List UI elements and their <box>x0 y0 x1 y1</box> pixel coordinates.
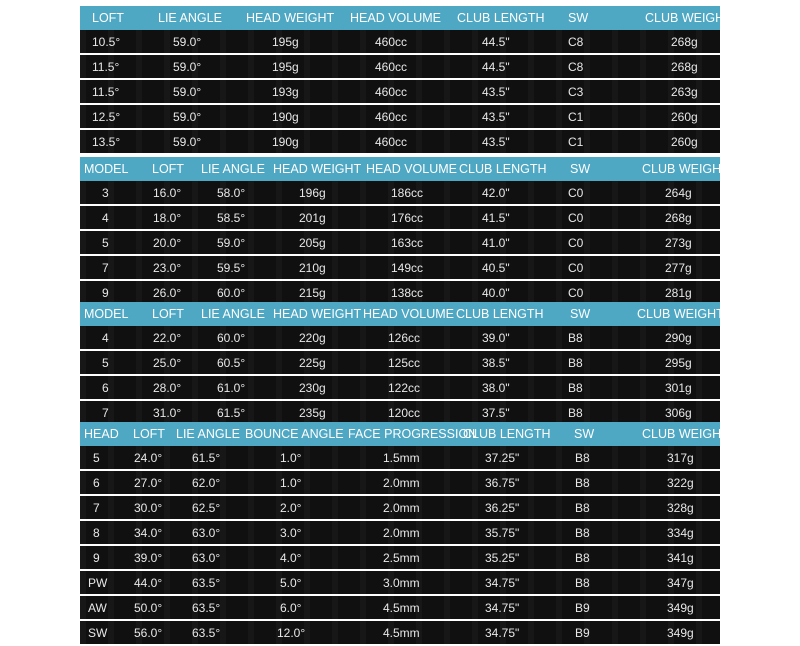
cell-head-volume: 460cc <box>375 110 408 124</box>
cell-club-weight: 349g <box>667 601 694 615</box>
cell-sw: B9 <box>575 601 590 615</box>
hybrid-spec-table <box>80 302 724 426</box>
cell-bounce-angle: 3.0° <box>280 526 302 540</box>
col-header-sw: SW <box>570 307 591 321</box>
cell-loft: 16.0° <box>153 186 182 200</box>
cell-club-length: 44.5" <box>482 35 510 49</box>
cell-club-weight: 328g <box>667 501 694 515</box>
cell-club-weight: 290g <box>665 331 692 345</box>
col-header-sw: SW <box>568 11 589 25</box>
table-row <box>80 546 720 571</box>
cell-loft: 22.0° <box>153 331 182 345</box>
cell-club-length: 39.0" <box>482 331 510 345</box>
cell-sw: B8 <box>568 406 583 420</box>
table-row <box>80 231 720 256</box>
cell-head-weight: 215g <box>299 286 326 300</box>
cell-lie-angle: 59.0° <box>173 60 202 74</box>
cell-model: 9 <box>102 286 109 300</box>
cell-loft: 34.0° <box>134 526 163 540</box>
cell-bounce-angle: 6.0° <box>280 601 302 615</box>
cell-bounce-angle: 5.0° <box>280 576 302 590</box>
cell-club-length: 42.0" <box>482 186 510 200</box>
cell-club-length: 41.5" <box>482 211 510 225</box>
cell-bounce-angle: 12.0° <box>277 626 306 640</box>
col-header-sw: SW <box>570 162 591 176</box>
cell-club-length: 41.0" <box>482 236 510 250</box>
col-header-loft: LOFT <box>133 427 165 441</box>
cell-loft: 56.0° <box>134 626 163 640</box>
cell-head-volume: 122cc <box>388 381 421 395</box>
cell-head: 7 <box>93 501 100 515</box>
cell-club-weight: 260g <box>671 135 698 149</box>
cell-head-weight: 190g <box>272 110 299 124</box>
col-header-lie-angle: LIE ANGLE <box>201 162 265 176</box>
cell-lie-angle: 59.0° <box>173 85 202 99</box>
cell-club-length: 34.75" <box>485 601 520 615</box>
col-header-head-weight: HEAD WEIGHT <box>273 162 362 176</box>
cell-sw: C1 <box>568 110 584 124</box>
cell-club-weight: 306g <box>665 406 692 420</box>
cell-head: SW <box>88 626 108 640</box>
col-header-model: MODEL <box>84 307 129 321</box>
cell-club-length: 37.25" <box>485 451 520 465</box>
col-header-club-weight: CLUB WEIGHT <box>637 307 724 321</box>
cell-face-progression: 2.5mm <box>383 551 420 565</box>
col-header-lie-angle: LIE ANGLE <box>158 11 222 25</box>
cell-loft: 28.0° <box>153 381 182 395</box>
cell-head-weight: 210g <box>299 261 326 275</box>
cell-lie-angle: 59.5° <box>217 261 246 275</box>
cell-head: 6 <box>93 476 100 490</box>
cell-bounce-angle: 1.0° <box>280 476 302 490</box>
cell-club-length: 38.0" <box>482 381 510 395</box>
cell-head-volume: 460cc <box>375 35 408 49</box>
col-header-face-progression: FACE PROGRESSION <box>348 427 478 441</box>
cell-model: 7 <box>102 406 109 420</box>
cell-model: 4 <box>102 211 109 225</box>
cell-lie-angle: 58.5° <box>217 211 246 225</box>
cell-face-progression: 1.5mm <box>383 451 420 465</box>
cell-club-weight: 264g <box>665 186 692 200</box>
cell-head-weight: 196g <box>299 186 326 200</box>
cell-head-weight: 230g <box>299 381 326 395</box>
cell-club-weight: 349g <box>667 626 694 640</box>
cell-lie-angle: 59.0° <box>173 135 202 149</box>
cell-club-length: 35.25" <box>485 551 520 565</box>
cell-head-volume: 126cc <box>388 331 421 345</box>
cell-loft: 11.5° <box>92 60 120 74</box>
cell-head-volume: 120cc <box>388 406 421 420</box>
cell-sw: C0 <box>568 236 584 250</box>
cell-lie-angle: 63.5° <box>192 576 221 590</box>
col-header-club-length: CLUB LENGTH <box>459 162 547 176</box>
cell-head-volume: 186cc <box>391 186 424 200</box>
cell-loft: 10.5° <box>92 35 121 49</box>
table-row <box>80 181 720 206</box>
table-row <box>80 571 720 596</box>
col-header-head-weight: HEAD WEIGHT <box>273 307 362 321</box>
cell-club-weight: 263g <box>671 85 698 99</box>
cell-sw: B8 <box>575 526 590 540</box>
cell-head-volume: 176cc <box>391 211 424 225</box>
cell-club-weight: 277g <box>665 261 692 275</box>
cell-sw: B8 <box>575 476 590 490</box>
cell-lie-angle: 61.0° <box>217 381 246 395</box>
cell-head: 5 <box>93 451 100 465</box>
cell-loft: 27.0° <box>134 476 163 490</box>
cell-club-weight: 281g <box>665 286 692 300</box>
cell-club-length: 38.5" <box>482 356 510 370</box>
cell-lie-angle: 63.5° <box>192 601 221 615</box>
cell-sw: B8 <box>575 501 590 515</box>
table-row <box>80 55 720 80</box>
table-row <box>80 30 720 55</box>
cell-club-length: 37.5" <box>482 406 510 420</box>
cell-head: AW <box>88 601 107 615</box>
cell-lie-angle: 59.0° <box>173 35 202 49</box>
col-header-loft: LOFT <box>152 307 184 321</box>
cell-sw: C0 <box>568 186 584 200</box>
cell-head-weight: 205g <box>299 236 326 250</box>
cell-sw: C8 <box>568 35 584 49</box>
cell-club-length: 36.75" <box>485 476 520 490</box>
col-header-model: MODEL <box>84 162 129 176</box>
cell-sw: C1 <box>568 135 584 149</box>
cell-face-progression: 2.0mm <box>383 526 420 540</box>
table-row <box>80 596 720 621</box>
cell-head-weight: 201g <box>299 211 326 225</box>
col-header-loft: LOFT <box>152 162 184 176</box>
cell-bounce-angle: 1.0° <box>280 451 302 465</box>
cell-sw: C8 <box>568 60 584 74</box>
cell-club-length: 43.5" <box>482 110 510 124</box>
cell-head-volume: 163cc <box>391 236 424 250</box>
cell-head-volume: 460cc <box>375 85 408 99</box>
cell-head-weight: 193g <box>272 85 299 99</box>
cell-club-weight: 347g <box>667 576 694 590</box>
cell-head-volume: 460cc <box>375 135 408 149</box>
cell-lie-angle: 59.0° <box>217 236 246 250</box>
table-header <box>80 422 729 446</box>
cell-bounce-angle: 2.0° <box>280 501 302 515</box>
cell-bounce-angle: 4.0° <box>280 551 302 565</box>
col-header-sw: SW <box>574 427 595 441</box>
col-header-head-weight: HEAD WEIGHT <box>246 11 335 25</box>
cell-sw: B8 <box>575 576 590 590</box>
cell-club-length: 35.75" <box>485 526 520 540</box>
cell-lie-angle: 62.0° <box>192 476 221 490</box>
cell-head-volume: 138cc <box>391 286 424 300</box>
cell-loft: 26.0° <box>153 286 182 300</box>
table-row <box>80 105 720 130</box>
cell-club-length: 40.5" <box>482 261 510 275</box>
col-header-club-weight: CLUB WEIGHT <box>642 427 729 441</box>
table-row <box>80 496 720 521</box>
cell-club-length: 44.5" <box>482 60 510 74</box>
driver-spec-table <box>80 6 732 155</box>
cell-club-weight: 322g <box>667 476 694 490</box>
cell-head-weight: 195g <box>272 60 299 74</box>
col-header-lie-angle: LIE ANGLE <box>201 307 265 321</box>
table-row <box>80 521 720 546</box>
table-row <box>80 326 720 351</box>
table-row <box>80 80 720 105</box>
cell-club-weight: 268g <box>671 35 698 49</box>
cell-sw: B9 <box>575 626 590 640</box>
cell-model: 7 <box>102 261 109 275</box>
cell-club-weight: 268g <box>665 211 692 225</box>
table-header <box>80 157 729 181</box>
table-header <box>80 302 724 326</box>
cell-club-length: 43.5" <box>482 135 510 149</box>
fairway-spec-table <box>80 157 729 306</box>
cell-head-volume: 125cc <box>388 356 421 370</box>
cell-club-length: 40.0" <box>482 286 510 300</box>
cell-sw: C0 <box>568 261 584 275</box>
cell-lie-angle: 60.0° <box>217 286 246 300</box>
cell-head: PW <box>88 576 108 590</box>
cell-head-volume: 460cc <box>375 60 408 74</box>
cell-model: 5 <box>102 356 109 370</box>
cell-face-progression: 4.5mm <box>383 601 420 615</box>
cell-loft: 44.0° <box>134 576 163 590</box>
table-row <box>80 376 720 401</box>
cell-model: 5 <box>102 236 109 250</box>
cell-club-length: 34.75" <box>485 626 520 640</box>
cell-loft: 23.0° <box>153 261 182 275</box>
cell-loft: 50.0° <box>134 601 163 615</box>
cell-loft: 31.0° <box>153 406 182 420</box>
col-header-club-weight: CLUB WEIGHT <box>645 11 732 25</box>
cell-club-weight: 268g <box>671 60 698 74</box>
col-header-lie-angle: LIE ANGLE <box>176 427 240 441</box>
cell-lie-angle: 60.0° <box>217 331 246 345</box>
cell-club-weight: 317g <box>667 451 694 465</box>
cell-sw: B8 <box>575 451 590 465</box>
col-header-head-volume: HEAD VOLUME <box>366 162 457 176</box>
cell-club-weight: 295g <box>665 356 692 370</box>
cell-club-weight: 341g <box>667 551 694 565</box>
cell-model: 3 <box>102 186 109 200</box>
cell-loft: 30.0° <box>134 501 163 515</box>
cell-sw: C0 <box>568 286 584 300</box>
cell-head: 8 <box>93 526 100 540</box>
col-header-club-length: CLUB LENGTH <box>456 307 544 321</box>
table-row <box>80 256 720 281</box>
table-row <box>80 621 720 646</box>
table-row <box>80 471 720 496</box>
cell-head-weight: 195g <box>272 35 299 49</box>
col-header-head-volume: HEAD VOLUME <box>363 307 454 321</box>
col-header-club-length: CLUB LENGTH <box>457 11 545 25</box>
cell-sw: B8 <box>568 356 583 370</box>
col-header-loft: LOFT <box>92 11 124 25</box>
cell-lie-angle: 58.0° <box>217 186 246 200</box>
cell-lie-angle: 59.0° <box>173 110 202 124</box>
cell-model: 4 <box>102 331 109 345</box>
cell-lie-angle: 63.0° <box>192 526 221 540</box>
table-row <box>80 351 720 376</box>
cell-loft: 13.5° <box>92 135 121 149</box>
cell-loft: 25.0° <box>153 356 182 370</box>
cell-loft: 11.5° <box>92 85 120 99</box>
cell-loft: 18.0° <box>153 211 182 225</box>
table-header <box>80 6 732 30</box>
cell-club-length: 34.75" <box>485 576 520 590</box>
cell-sw: B8 <box>568 331 583 345</box>
col-header-bounce-angle: BOUNCE ANGLE <box>245 427 344 441</box>
cell-loft: 12.5° <box>92 110 121 124</box>
cell-sw: B8 <box>568 381 583 395</box>
cell-face-progression: 3.0mm <box>383 576 420 590</box>
cell-lie-angle: 61.5° <box>192 451 221 465</box>
cell-lie-angle: 60.5° <box>217 356 246 370</box>
cell-head-weight: 190g <box>272 135 299 149</box>
cell-head-weight: 220g <box>299 331 326 345</box>
cell-club-weight: 334g <box>667 526 694 540</box>
cell-loft: 24.0° <box>134 451 163 465</box>
cell-head: 9 <box>93 551 100 565</box>
cell-lie-angle: 61.5° <box>217 406 246 420</box>
cell-face-progression: 2.0mm <box>383 476 420 490</box>
cell-club-weight: 301g <box>665 381 692 395</box>
cell-club-weight: 273g <box>665 236 692 250</box>
cell-lie-angle: 63.0° <box>192 551 221 565</box>
cell-club-weight: 260g <box>671 110 698 124</box>
cell-sw: B8 <box>575 551 590 565</box>
cell-head-volume: 149cc <box>391 261 424 275</box>
cell-head-weight: 235g <box>299 406 326 420</box>
cell-loft: 20.0° <box>153 236 182 250</box>
cell-club-length: 36.25" <box>485 501 520 515</box>
cell-loft: 39.0° <box>134 551 163 565</box>
cell-model: 6 <box>102 381 109 395</box>
cell-sw: C0 <box>568 211 584 225</box>
cell-sw: C3 <box>568 85 584 99</box>
table-row <box>80 206 720 231</box>
col-header-club-weight: CLUB WEIGHT <box>642 162 729 176</box>
col-header-head: HEAD <box>84 427 119 441</box>
cell-lie-angle: 62.5° <box>192 501 221 515</box>
table-row <box>80 130 720 155</box>
iron-spec-table <box>80 422 729 646</box>
col-header-head-volume: HEAD VOLUME <box>350 11 441 25</box>
cell-face-progression: 2.0mm <box>383 501 420 515</box>
col-header-club-length: CLUB LENGTH <box>463 427 551 441</box>
table-row <box>80 446 720 471</box>
cell-club-length: 43.5" <box>482 85 510 99</box>
cell-head-weight: 225g <box>299 356 326 370</box>
cell-face-progression: 4.5mm <box>383 626 420 640</box>
cell-lie-angle: 63.5° <box>192 626 221 640</box>
